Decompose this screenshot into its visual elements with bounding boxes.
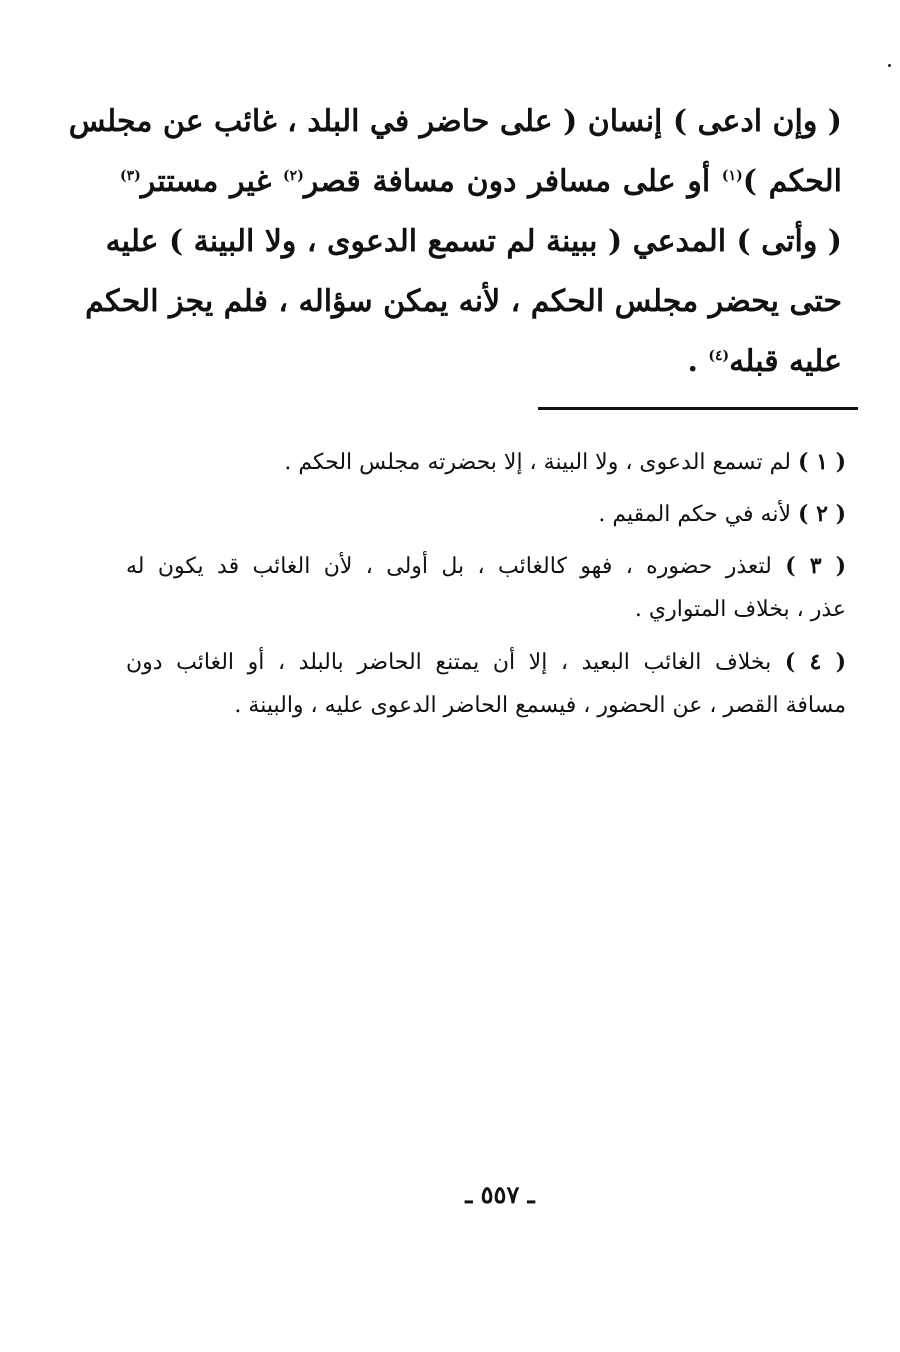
footnote-4: [126, 640, 846, 728]
footnote-2-number: ( ٢ ): [798, 501, 846, 527]
footnote-4-line-1: [126, 640, 846, 684]
footnote-3-text-1: لتعذر حضوره ، فهو كالغائب ، بل أولى ، لأن الغائب قد يكون له: [126, 554, 772, 579]
page-number: ـ ٥٥٧ ـ: [465, 1180, 535, 1209]
footnote-1-number: ( ١ ): [798, 449, 846, 475]
footnote-3-line-1: [126, 544, 846, 588]
footnote-2-text: لأنه في حكم المقيم .: [598, 502, 792, 527]
footnotes-block: [126, 440, 846, 736]
footnote-3-number: ( ٣ ): [785, 553, 846, 579]
main-line-5-end: .: [687, 344, 709, 379]
main-line-1: ( وإن ادعى ) إنسان ( على حاضر في البلد ، غائب عن مجلس: [68, 104, 842, 139]
main-line-2-middle: أو على مسافر دون مسافة قصر: [303, 164, 722, 199]
footnote-separator-rule: [538, 407, 858, 410]
main-line-2-start: الحكم ): [742, 164, 842, 199]
scan-speck: [888, 64, 891, 67]
footnote-4-number: ( ٤ ): [784, 649, 847, 675]
footnote-2-line-1: [126, 492, 846, 536]
footnote-1: [126, 440, 846, 484]
footnote-2: [126, 492, 846, 536]
footnote-ref-1: (١): [721, 168, 743, 184]
footnote-ref-4: (٤): [708, 348, 730, 364]
footnote-ref-3: (٣): [120, 168, 141, 184]
footnote-ref-2: (٢): [283, 168, 304, 184]
footnote-1-line-1: [126, 440, 846, 484]
main-line-4: حتى يحضر مجلس الحكم ، لأنه يمكن سؤاله ، فلم يجز الحكم: [85, 284, 842, 319]
footnote-1-text: لم تسمع الدعوى ، ولا البينة ، إلا بحضرته مجلس الحكم .: [284, 450, 792, 475]
footnote-4-line-2: مسافة القصر ، عن الحضور ، فيسمع الحاضر الدعوى عليه ، والبينة .: [234, 693, 846, 718]
footnote-3: [126, 544, 846, 632]
main-line-2: [120, 152, 842, 212]
main-line-5: [120, 332, 842, 392]
footnote-4-text-1: بخلاف الغائب البعيد ، إلا أن يمتنع الحاضر بالبلد ، أو الغائب دون: [126, 650, 772, 675]
main-line-2-end: غير مستتر: [140, 164, 284, 199]
main-text-block: [68, 92, 842, 392]
main-line-3: ( وأتى ) المدعي ( ببينة لم تسمع الدعوى ، ولا البينة ) عليه: [105, 224, 842, 259]
main-line-5-start: عليه قبله: [729, 344, 842, 379]
footnote-3-line-2: عذر ، بخلاف المتواري .: [634, 597, 846, 622]
